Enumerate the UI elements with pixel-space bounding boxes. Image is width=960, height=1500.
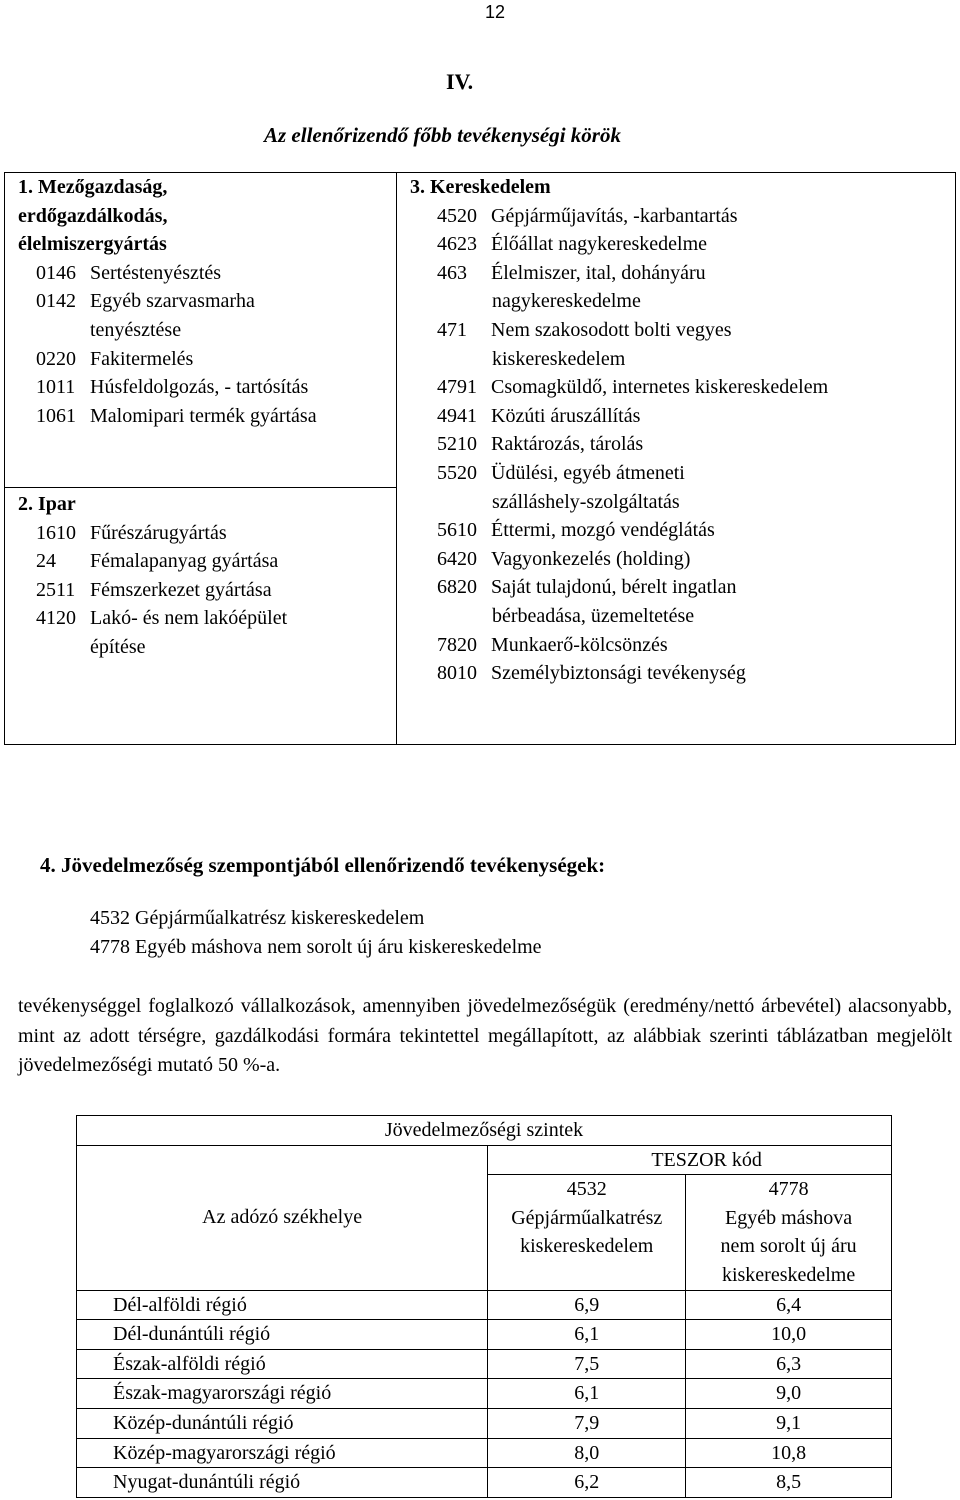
activity-item bbox=[18, 287, 390, 316]
col1-header bbox=[488, 1175, 686, 1290]
activity-item bbox=[410, 202, 950, 231]
activity-item bbox=[18, 373, 390, 402]
activity-text: Élőállat nagykereskedelme bbox=[491, 233, 708, 256]
value-cell: 7,9 bbox=[488, 1408, 686, 1438]
activity-code: 471 bbox=[437, 318, 467, 341]
activity-code: 0220 bbox=[36, 347, 76, 370]
activity-text: Saját tulajdonú, bérelt ingatlan bbox=[491, 576, 737, 599]
activity-code: 8010 bbox=[437, 662, 477, 685]
region-cell: Közép-dunántúli régió bbox=[77, 1408, 488, 1438]
section4-paragraph: tevékenységgel foglalkozó vállalkozások, amennyiben jövedelmezőségük (eredmény/nettó árbevétel) alacsonyabb, mint az adott térségre, gazdálkodási formára tekintettel megállapított, az alábbiak szerinti táblázatban megjelölt jövedelmezőségi mutató 50 %-a. bbox=[18, 995, 952, 1076]
activity-code: 6820 bbox=[437, 576, 477, 599]
category-heading: 2. Ipar bbox=[18, 493, 76, 515]
activity-text: Fémszerkezet gyártása bbox=[90, 578, 272, 601]
activity-item bbox=[410, 402, 950, 431]
table-row bbox=[77, 1468, 892, 1498]
value-cell: 8,5 bbox=[686, 1468, 892, 1498]
activity-code: 2511 bbox=[36, 578, 76, 601]
col1-code: 4532 bbox=[566, 1178, 607, 1201]
activity-code: 0146 bbox=[36, 261, 76, 284]
activity-item bbox=[410, 631, 950, 660]
activity-item bbox=[18, 547, 390, 576]
activity-code: 24 bbox=[36, 550, 56, 573]
value-cell: 6,1 bbox=[488, 1320, 686, 1350]
activity-code: 5210 bbox=[437, 433, 477, 456]
value-cell: 10,0 bbox=[686, 1320, 892, 1350]
value-cell: 10,8 bbox=[686, 1438, 892, 1468]
activity-text: Gépjárműjavítás, -karbantartás bbox=[491, 204, 738, 227]
region-cell: Közép-magyarországi régió bbox=[77, 1438, 488, 1468]
col1-label: kiskereskedelem bbox=[520, 1235, 654, 1258]
region-cell: Nyugat-dunántúli régió bbox=[77, 1468, 488, 1498]
table-row bbox=[77, 1349, 892, 1379]
col2-label: Egyéb máshova bbox=[724, 1206, 853, 1229]
activity-item-continued: szálláshely-szolgáltatás bbox=[492, 490, 680, 513]
table-header-row bbox=[77, 1145, 892, 1175]
teszor-header: TESZOR kód bbox=[488, 1145, 892, 1175]
category-agriculture bbox=[18, 173, 390, 430]
table-row bbox=[77, 1320, 892, 1350]
section4-list bbox=[90, 904, 542, 961]
activity-code: 463 bbox=[437, 261, 467, 284]
activity-item-continued: nagykereskedelme bbox=[492, 290, 641, 313]
activity-text: Éttermi, mozgó vendéglátás bbox=[491, 519, 715, 542]
activity-text: Húsfeldolgozás, - tartósítás bbox=[90, 376, 309, 399]
activity-text: Nem szakosodott bolti vegyes bbox=[491, 318, 732, 341]
activity-code: 4623 bbox=[437, 233, 477, 256]
row-divider bbox=[4, 487, 397, 488]
value-cell: 6,2 bbox=[488, 1468, 686, 1498]
value-cell: 6,9 bbox=[488, 1290, 686, 1320]
activity-code: 5610 bbox=[437, 519, 477, 542]
activity-code: 4791 bbox=[437, 376, 477, 399]
activity-code: 4941 bbox=[437, 404, 477, 427]
table-title-row bbox=[77, 1116, 892, 1146]
region-cell: Észak-magyarországi régió bbox=[77, 1379, 488, 1409]
activity-code: 7820 bbox=[437, 633, 477, 656]
activity-item bbox=[410, 230, 950, 259]
table-title: Jövedelmezőségi szintek bbox=[77, 1116, 892, 1146]
category-heading: 1. Mezőgazdaság, bbox=[18, 176, 168, 198]
activity-item bbox=[410, 459, 950, 488]
seat-header: Az adózó székhelye bbox=[77, 1145, 488, 1290]
page-number: 12 bbox=[485, 2, 506, 22]
activity-code: 6420 bbox=[437, 547, 477, 570]
activity-item bbox=[410, 659, 950, 688]
profitability-table bbox=[76, 1115, 892, 1498]
table-row bbox=[77, 1438, 892, 1468]
activity-code: 1610 bbox=[36, 521, 76, 544]
region-cell: Észak-alföldi régió bbox=[77, 1349, 488, 1379]
value-cell: 6,1 bbox=[488, 1379, 686, 1409]
activity-text: Fűrészárugyártás bbox=[90, 521, 227, 544]
category-heading: 3. Kereskedelem bbox=[410, 176, 551, 198]
column-divider bbox=[396, 172, 397, 745]
table-row bbox=[77, 1290, 892, 1320]
activity-item bbox=[410, 545, 950, 574]
activity-code: 4520 bbox=[437, 204, 477, 227]
value-cell: 8,0 bbox=[488, 1438, 686, 1468]
value-cell: 7,5 bbox=[488, 1349, 686, 1379]
activity-text: Vagyonkezelés (holding) bbox=[491, 547, 691, 570]
section-title: Az ellenőrizendő főbb tevékenységi körök bbox=[264, 123, 621, 147]
category-heading: erdőgazdálkodás, bbox=[18, 204, 168, 227]
activity-text: Egyéb szarvasmarha bbox=[90, 290, 255, 313]
value-cell: 9,1 bbox=[686, 1408, 892, 1438]
activity-item bbox=[18, 604, 390, 633]
region-cell: Dél-dunántúli régió bbox=[77, 1320, 488, 1350]
activity-code: 5520 bbox=[437, 461, 477, 484]
activity-item-continued: kiskereskedelem bbox=[492, 347, 626, 370]
activity-text: Fakitermelés bbox=[90, 347, 194, 370]
section4-item: 4532 Gépjárműalkatrész kiskereskedelem bbox=[90, 907, 425, 929]
section4-item: 4778 Egyéb máshova nem sorolt új áru kiskereskedelme bbox=[90, 935, 542, 958]
value-cell: 9,0 bbox=[686, 1379, 892, 1409]
value-cell: 6,4 bbox=[686, 1290, 892, 1320]
col2-label: kiskereskedelme bbox=[721, 1263, 856, 1286]
activity-item bbox=[18, 519, 390, 548]
table-row bbox=[77, 1408, 892, 1438]
table-row bbox=[77, 1379, 892, 1409]
activity-code: 4120 bbox=[36, 607, 76, 630]
activity-item bbox=[18, 345, 390, 374]
activity-item-continued: tenyésztése bbox=[90, 318, 182, 341]
activity-item-continued: bérbeadása, üzemeltetése bbox=[492, 604, 695, 627]
activity-code: 1061 bbox=[36, 404, 76, 427]
activity-text: Lakó- és nem lakóépület bbox=[90, 607, 288, 630]
activity-text: Malomipari termék gyártása bbox=[90, 404, 317, 427]
activity-item bbox=[410, 430, 950, 459]
activity-item bbox=[410, 316, 950, 345]
activity-item bbox=[18, 402, 390, 431]
activity-text: Sertéstenyésztés bbox=[90, 261, 222, 284]
activity-item bbox=[410, 259, 950, 288]
activity-text: Közúti áruszállítás bbox=[491, 404, 641, 427]
activity-text: Fémalapanyag gyártása bbox=[90, 550, 279, 573]
activity-text: Csomagküldő, internetes kiskereskedelem bbox=[491, 376, 829, 399]
col1-label: Gépjárműalkatrész bbox=[511, 1206, 663, 1229]
activity-text: Élelmiszer, ital, dohányáru bbox=[491, 261, 706, 284]
value-cell: 6,3 bbox=[686, 1349, 892, 1379]
activity-item bbox=[410, 516, 950, 545]
activity-item-continued: építése bbox=[90, 635, 146, 658]
activity-item bbox=[410, 573, 950, 602]
activity-item bbox=[18, 576, 390, 605]
region-cell: Dél-alföldi régió bbox=[77, 1290, 488, 1320]
activity-text: Személybiztonsági tevékenység bbox=[491, 662, 746, 685]
category-trade bbox=[410, 173, 950, 688]
activity-text: Munkaerő-kölcsönzés bbox=[491, 633, 668, 656]
section4-title: 4. Jövedelmezőség szempontjából ellenőrizendő tevékenységek: bbox=[40, 853, 606, 877]
category-industry bbox=[18, 490, 390, 662]
section-number: IV. bbox=[446, 69, 474, 94]
col2-code: 4778 bbox=[768, 1178, 809, 1201]
activity-code: 1011 bbox=[36, 376, 76, 399]
activity-text: Raktározás, tárolás bbox=[491, 433, 644, 456]
activity-item bbox=[18, 259, 390, 288]
activity-code: 0142 bbox=[36, 290, 76, 313]
activity-text: Üdülési, egyéb átmeneti bbox=[491, 461, 685, 484]
activity-item bbox=[410, 373, 950, 402]
category-heading: élelmiszergyártás bbox=[18, 233, 167, 256]
col2-header bbox=[686, 1175, 892, 1290]
col2-label: nem sorolt új áru bbox=[720, 1235, 857, 1258]
